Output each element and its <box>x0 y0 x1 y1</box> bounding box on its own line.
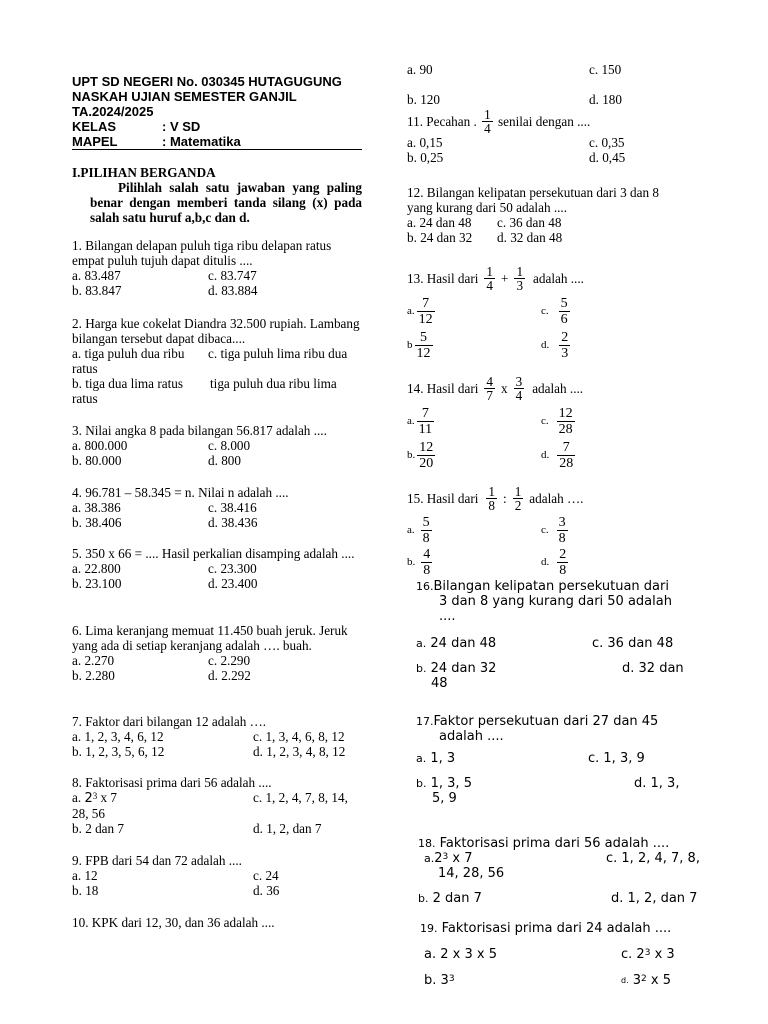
option-label: a. <box>424 852 435 865</box>
question-text: 2. Harga kue cokelat Diandra 32.500 rupiah. Lambang bilangan tersebut dapat dibaca.... <box>72 316 360 346</box>
question-19 <box>420 921 710 988</box>
option-c[interactable]: c. 83.747 <box>208 268 257 283</box>
question-17 <box>416 714 706 806</box>
fraction-2 <box>513 485 524 512</box>
option-b[interactable] <box>407 547 541 578</box>
question-text <box>407 482 667 514</box>
option-d[interactable]: d. 23.400 <box>208 576 258 591</box>
option-a[interactable]: a. 24 dan 48 <box>407 215 472 230</box>
option-label: b. <box>418 892 429 905</box>
denominator: 12 <box>416 345 431 361</box>
question-text <box>407 372 667 404</box>
fraction <box>482 108 493 135</box>
question-text: 9. FPB dari 54 dan 72 adalah .... <box>72 853 242 868</box>
option-base: 2 <box>636 947 645 962</box>
option-a[interactable]: a. 38.386 <box>72 500 121 515</box>
question-text-end: adalah .... <box>532 380 584 396</box>
option-b[interactable] <box>418 891 611 906</box>
option-c[interactable]: c. 24 <box>253 868 279 883</box>
option-b[interactable]: b. 80.000 <box>72 453 122 468</box>
mapel-value: : Matematika <box>162 134 241 149</box>
option-a[interactable]: a. 12 <box>72 868 98 883</box>
option-c[interactable]: c. 150 <box>589 62 622 77</box>
option-label: c. <box>541 414 549 427</box>
denominator: 4 <box>484 121 491 136</box>
question-text <box>416 579 706 594</box>
question-text: 4. 96.781 – 58.345 = n. Nilai n adalah .... <box>72 485 289 500</box>
operator: + <box>501 270 509 286</box>
question-number: 17. <box>416 715 434 728</box>
denominator: 7 <box>486 387 494 403</box>
question-12 <box>407 185 687 245</box>
denominator: 6 <box>560 311 568 327</box>
question-text-end: adalah …. <box>529 490 584 506</box>
option-fraction <box>415 330 433 361</box>
option-d[interactable]: d. 2.292 <box>208 668 251 683</box>
option-a[interactable] <box>416 636 592 651</box>
numerator: 7 <box>421 405 429 421</box>
option-c[interactable]: c. tiga puluh lima ribu dua <box>208 346 348 361</box>
question-text: 3. Nilai angka 8 pada bilangan 56.817 adalah .... <box>72 423 327 438</box>
option-fraction <box>559 296 570 327</box>
option-label: b. <box>416 777 427 790</box>
option-c[interactable]: c. 23.300 <box>208 561 257 576</box>
operator: : <box>503 490 507 506</box>
option-b[interactable]: b. 18 <box>72 883 99 898</box>
option-label: b. <box>424 973 441 988</box>
numerator: 3 <box>558 514 566 530</box>
numerator: 12 <box>558 405 573 421</box>
question-8 <box>72 775 364 836</box>
option-d[interactable]: d. 0,45 <box>589 150 626 165</box>
option-a[interactable]: a. 22.800 <box>72 561 121 576</box>
option-label: d. <box>541 448 550 461</box>
question-text <box>418 836 708 851</box>
option-fraction <box>557 406 575 437</box>
mapel-label: MAPEL <box>72 134 118 149</box>
question-text: 12. Bilangan kelipatan persekutuan dari 3 dan 8 yang kurang dari 50 adalah .... <box>407 185 659 215</box>
option-label: d. <box>621 976 629 985</box>
option-c[interactable]: c. 36 dan 48 <box>497 215 562 230</box>
kelas-row <box>72 119 364 134</box>
option-c[interactable]: c. 1, 2, 4, 7, 8, 14, <box>253 790 348 805</box>
option-c[interactable]: c. 1, 2, 4, 7, 8, <box>606 851 700 866</box>
question-3 <box>72 423 364 468</box>
question-14 <box>407 372 667 472</box>
option-fraction <box>421 547 432 578</box>
option-b-continued: ratus <box>72 391 98 406</box>
option-fraction <box>557 547 568 578</box>
question-13 <box>407 262 667 362</box>
option-base: 3 <box>632 973 642 988</box>
option-b[interactable] <box>407 330 541 361</box>
denominator: 3 <box>561 345 569 361</box>
numerator: 1 <box>484 107 491 122</box>
option-d[interactable] <box>541 440 577 471</box>
question-text-start: 11. Pecahan . <box>407 114 481 129</box>
question-text: 8. Faktorisasi prima dari 56 adalah .... <box>72 775 272 790</box>
numerator: 2 <box>559 546 567 562</box>
denominator: 4 <box>486 277 494 293</box>
question-text-start: 15. Hasil dari <box>407 490 479 506</box>
option-d[interactable]: d. 1, 2, dan 7 <box>611 891 698 906</box>
question-text-end: senilai dengan .... <box>494 114 591 129</box>
option-a[interactable] <box>416 751 588 766</box>
option-d[interactable]: d. 800 <box>208 453 241 468</box>
numerator: 12 <box>419 439 434 455</box>
option-a[interactable] <box>407 296 541 327</box>
option-exponent: 2 <box>641 974 647 984</box>
question-text-line-1: Faktor persekutuan dari 27 dan 45 <box>433 714 659 729</box>
fraction-1 <box>486 485 497 512</box>
fraction-1 <box>484 375 495 402</box>
question-9 <box>72 853 364 898</box>
question-2 <box>72 316 364 406</box>
question-10-text: 10. KPK dari 12, 30, dan 36 adalah .... <box>72 915 275 930</box>
question-15 <box>407 482 667 578</box>
option-a[interactable]: a. tiga puluh dua ribu <box>72 346 185 361</box>
option-exponent: 3 <box>644 948 651 958</box>
question-4 <box>72 485 364 530</box>
option-b[interactable] <box>407 440 541 471</box>
question-1 <box>72 238 364 298</box>
denominator: 20 <box>419 455 434 471</box>
option-b[interactable]: b. 83.847 <box>72 283 122 298</box>
option-label: c. <box>541 523 549 536</box>
option-d[interactable]: d. 32 dan <box>622 661 684 676</box>
option-fraction <box>417 440 435 471</box>
option-c[interactable] <box>541 406 577 437</box>
option-label: a. <box>416 637 427 650</box>
fraction-2 <box>514 265 525 292</box>
option-b-continued: 5, 9 <box>432 791 457 806</box>
question-16 <box>416 579 706 691</box>
question-number: 19. <box>420 922 438 935</box>
school-name: UPT SD NEGERI No. 030345 HUTAGUGUNG <box>72 74 342 89</box>
option-c[interactable]: c. 1, 3, 9 <box>588 751 645 766</box>
question-6 <box>72 623 364 683</box>
question-text <box>416 714 706 729</box>
question-text: 7. Faktor dari bilangan 12 adalah …. <box>72 714 267 729</box>
option-fraction <box>557 440 575 471</box>
option-a[interactable]: a. 90 <box>407 62 433 77</box>
numerator: 5 <box>560 295 568 311</box>
option-label: c. <box>621 947 637 962</box>
section-instruction: Pilihlah salah satu jawaban yang paling benar dengan memberi tanda silang (x) pada salah satu huruf a,b,c dan d. <box>90 180 362 225</box>
denominator: 2 <box>514 497 522 513</box>
option-label: a. <box>416 752 427 765</box>
option-c[interactable] <box>541 296 572 327</box>
option-fraction <box>417 296 435 327</box>
denominator: 8 <box>488 497 496 513</box>
option-b[interactable]: b. 24 dan 32 <box>407 230 473 245</box>
option-b[interactable] <box>416 776 634 791</box>
option-base: 3 <box>440 973 449 988</box>
option-d[interactable]: d. 1, 3, <box>634 776 680 791</box>
mapel-row <box>72 134 364 149</box>
operator: x <box>501 380 508 396</box>
option-a-base: 2 <box>84 791 93 806</box>
option-label: b. <box>416 662 427 675</box>
question-number: 16. <box>416 580 434 593</box>
denominator: 28 <box>558 421 573 437</box>
question-text: 5. 350 x 66 = .... Hasil perkalian disamping adalah .... <box>72 546 355 561</box>
option-a[interactable]: a. 0,15 <box>407 135 443 150</box>
question-text-end: adalah .... <box>533 270 584 286</box>
option-exponent: 3 <box>442 852 449 862</box>
question-text-line-1: Bilangan kelipatan persekutuan dari <box>433 579 669 594</box>
option-b[interactable] <box>424 973 621 988</box>
option-c[interactable]: c. 1, 3, 4, 6, 8, 12 <box>253 729 345 744</box>
question-text-line-2: adalah .... <box>439 729 504 744</box>
option-text: 1, 3 <box>430 751 456 766</box>
option-a[interactable] <box>407 406 541 437</box>
denominator: 8 <box>422 530 430 546</box>
option-c[interactable]: c. 2.290 <box>208 653 251 668</box>
fraction-1 <box>484 265 495 292</box>
option-c-continued: 28, 56 <box>72 806 105 821</box>
option-b[interactable]: b. 38.406 <box>72 515 122 530</box>
question-text-start: 14. Hasil dari <box>407 380 479 396</box>
option-fraction <box>417 406 434 437</box>
option-a[interactable] <box>407 515 541 546</box>
option-label: a. <box>407 304 415 317</box>
question-18 <box>418 836 708 906</box>
option-d[interactable] <box>541 547 570 578</box>
option-d[interactable]: d. 1, 2, 3, 4, 8, 12 <box>253 744 346 759</box>
option-a[interactable]: a. 1, 2, 3, 4, 6, 12 <box>72 729 164 744</box>
numerator: 1 <box>514 483 522 499</box>
denominator: 3 <box>516 277 524 293</box>
option-label: d. <box>541 338 550 351</box>
header-rule <box>72 149 362 150</box>
question-text: 6. Lima keranjang memuat 11.450 buah jeruk. Jeruk yang ada di setiap keranjang adalah …. buah. <box>72 623 348 653</box>
denominator: 12 <box>418 311 433 327</box>
numerator: 1 <box>486 263 494 279</box>
option-a[interactable]: a. 83.487 <box>72 268 121 283</box>
school-year: TA.2024/2025 <box>72 104 154 119</box>
numerator: 4 <box>486 373 494 389</box>
option-b[interactable]: b. 2.280 <box>72 668 115 683</box>
option-c-continued: 14, 28, 56 <box>438 866 505 881</box>
option-b[interactable] <box>416 661 622 676</box>
option-c[interactable] <box>541 515 570 546</box>
option-exponent: 3 <box>448 974 455 984</box>
option-d[interactable] <box>621 973 671 988</box>
option-fraction <box>557 515 568 546</box>
option-a[interactable]: a. 800.000 <box>72 438 128 453</box>
option-b[interactable]: b. 1, 2, 3, 5, 6, 12 <box>72 744 165 759</box>
numerator: 5 <box>422 514 430 530</box>
option-a-continued: ratus <box>72 361 98 376</box>
question-text <box>407 262 667 294</box>
option-label: c. <box>541 304 549 317</box>
option-label: b <box>407 338 413 351</box>
denominator: 8 <box>423 562 431 578</box>
option-a-exponent: 3 <box>92 791 98 801</box>
question-11 <box>407 108 667 165</box>
option-c[interactable]: c. 8.000 <box>208 438 251 453</box>
option-fraction <box>421 515 432 546</box>
question-number: 18. <box>418 837 436 850</box>
option-d[interactable]: d. 38.436 <box>208 515 258 530</box>
option-label: a. <box>407 414 415 427</box>
option-b[interactable]: b. 23.100 <box>72 576 122 591</box>
question-5 <box>72 546 364 591</box>
option-a[interactable] <box>72 790 253 806</box>
option-a[interactable]: a. 2 x 3 x 5 <box>424 947 497 962</box>
option-d[interactable]: d. 36 <box>253 883 280 898</box>
denominator: 28 <box>559 455 574 471</box>
exam-name: NASKAH UJIAN SEMESTER GANJIL <box>72 89 297 104</box>
option-d[interactable]: tiga puluh dua ribu lima <box>210 376 337 391</box>
option-c[interactable] <box>621 947 675 962</box>
question-text-line-1: Faktorisasi prima dari 56 adalah .... <box>439 836 670 851</box>
option-text: 1, 3, 5 <box>430 776 472 791</box>
exam-header <box>72 74 364 149</box>
question-7 <box>72 714 364 759</box>
option-d-continued: 48 <box>431 676 448 691</box>
numerator: 1 <box>488 483 496 499</box>
option-a-rest: x 7 <box>97 790 118 805</box>
section-title: I.PILIHAN BERGANDA <box>72 165 216 180</box>
option-rest: x 7 <box>448 851 473 866</box>
option-a[interactable]: a. 2.270 <box>72 653 115 668</box>
question-text-line-2: 3 dan 8 yang kurang dari 50 adalah <box>439 594 672 609</box>
option-rest: x 5 <box>646 973 672 988</box>
numerator: 1 <box>516 263 524 279</box>
question-text-line-1: Faktorisasi prima dari 24 adalah .... <box>441 921 672 936</box>
question-text: 1. Bilangan delapan puluh tiga ribu delapan ratus empat puluh tujuh dapat ditulis .... <box>72 238 332 268</box>
option-a[interactable] <box>424 851 606 866</box>
option-label: b. <box>407 448 416 461</box>
option-label: d. <box>541 555 550 568</box>
option-b[interactable]: b. 2 dan 7 <box>72 821 125 836</box>
numerator: 7 <box>422 295 430 311</box>
option-text: 24 dan 32 <box>430 661 497 676</box>
option-text: 24 dan 48 <box>430 636 497 651</box>
option-d[interactable]: d. 32 dan 48 <box>497 230 563 245</box>
option-text: 2 dan 7 <box>432 891 482 906</box>
kelas-value: : V SD <box>162 119 201 134</box>
option-d[interactable]: d. 180 <box>589 92 622 107</box>
option-b[interactable]: b. tiga dua lima ratus <box>72 376 183 391</box>
denominator: 8 <box>559 562 567 578</box>
option-c[interactable]: c. 38.416 <box>208 500 257 515</box>
numerator: 5 <box>420 329 427 345</box>
option-d[interactable]: d. 1, 2, dan 7 <box>253 821 322 836</box>
numerator: 2 <box>561 329 569 345</box>
option-b[interactable]: b. 0,25 <box>407 150 444 165</box>
denominator: 4 <box>515 387 523 403</box>
question-text <box>420 921 710 936</box>
question-text-line-3: .... <box>439 609 456 624</box>
option-a-label: a. <box>72 790 85 805</box>
option-b[interactable]: b. 120 <box>407 92 440 107</box>
option-d[interactable] <box>541 330 572 361</box>
option-d[interactable]: d. 83.884 <box>208 283 258 298</box>
fraction-2 <box>514 375 525 402</box>
option-fraction <box>559 330 570 361</box>
option-base: 2 <box>434 851 443 866</box>
option-label: b. <box>407 555 416 568</box>
numerator: 4 <box>423 546 431 562</box>
question-text-start: 13. Hasil dari <box>407 270 479 286</box>
option-label: a. <box>407 523 415 536</box>
option-rest: x 3 <box>650 947 675 962</box>
question-text <box>407 108 667 135</box>
option-c[interactable]: c. 0,35 <box>589 135 625 150</box>
kelas-label: KELAS <box>72 119 117 134</box>
denominator: 8 <box>558 530 566 546</box>
question-10-options <box>407 62 667 107</box>
numerator: 7 <box>562 439 570 455</box>
numerator: 3 <box>515 373 523 389</box>
denominator: 11 <box>418 421 433 437</box>
option-c[interactable]: c. 36 dan 48 <box>592 636 674 651</box>
